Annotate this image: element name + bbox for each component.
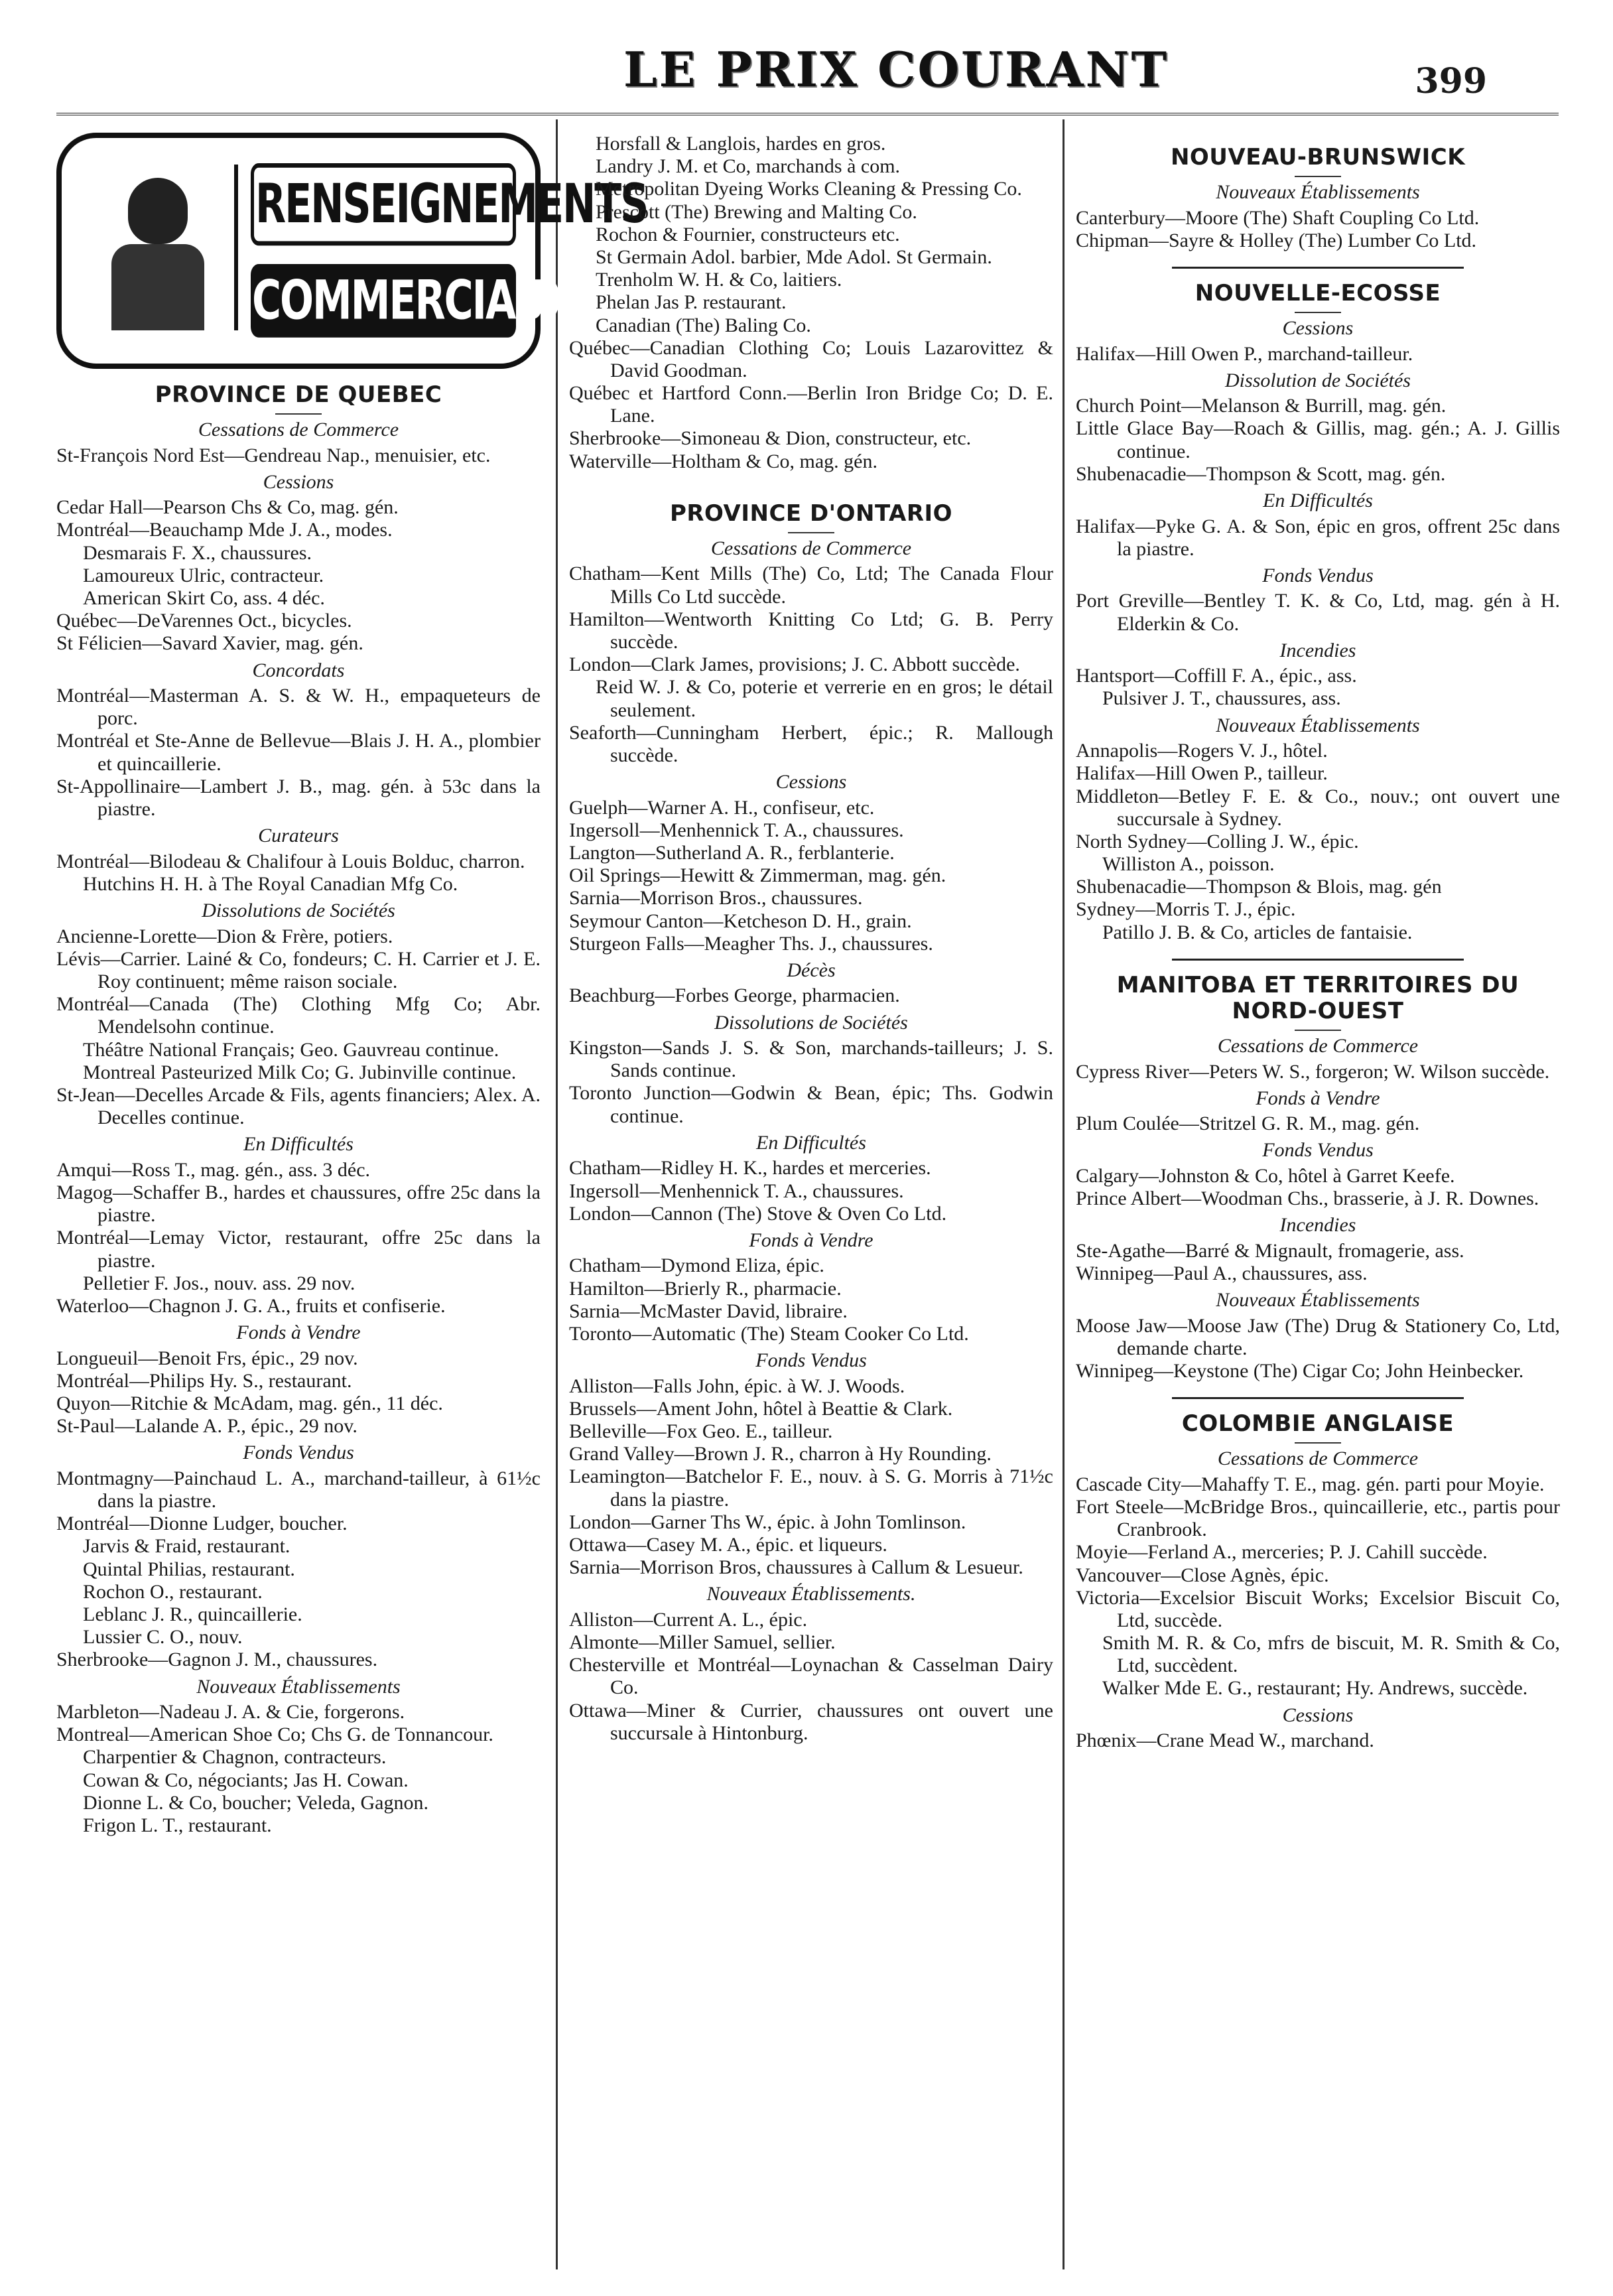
notice-entry: St Félicien—Savard Xavier, mag. gén.: [56, 632, 363, 655]
notice-entry: Montréal—Canada (The) Clothing Mfg Co; Abr. Mendelsohn continue.: [56, 993, 541, 1038]
notice-entry: Sarnia—Morrison Bros, chaussures à Callum & Lesueur.: [569, 1556, 1023, 1579]
notice-entry: Halifax—Hill Owen P., marchand-tailleur.: [1076, 342, 1413, 365]
notice-entry: Quyon—Ritchie & McAdam, mag. gén., 11 déc.: [56, 1392, 443, 1414]
notice-entry: Middleton—Betley F. E. & Co., nouv.; ont ouvert une succursale à Sydney.: [1076, 785, 1560, 830]
notice-entry: Reid W. J. & Co, poterie et verrerie en en gros; le détail seulement.: [596, 676, 1053, 721]
notice-entry: Plum Coulée—Stritzel G. R. M., mag. gén.: [1076, 1113, 1420, 1135]
notice-entry: Vancouver—Close Agnès, épic.: [1076, 1564, 1329, 1586]
notice-entry: Québec—Canadian Clothing Co; Louis Lazarovittez & David Goodman.: [569, 336, 1053, 381]
renseignements-banner: [56, 133, 648, 369]
notice-entry: Montréal—Beauchamp Mde J. A., modes.: [56, 519, 393, 541]
notice-entry: Oil Springs—Hewitt & Zimmerman, mag. gén.: [569, 864, 946, 887]
category-heading: Cessations de Commerce: [198, 419, 399, 441]
heading-rule: [788, 532, 834, 533]
notice-entry: Horsfall & Langlois, hardes en gros.: [596, 133, 886, 155]
notice-entry: Prescott (The) Brewing and Malting Co.: [596, 200, 917, 223]
category-heading: En Difficultés: [243, 1133, 354, 1156]
notice-entry: Williston A., poisson.: [1102, 853, 1275, 876]
notice-entry: Montreal Pasteurized Milk Co; G. Jubinville continue.: [83, 1061, 517, 1083]
notice-entry: Cedar Hall—Pearson Chs & Co, mag. gén.: [56, 496, 399, 519]
notice-entry: Rochon O., restaurant.: [83, 1580, 263, 1603]
notice-entry: Phelan Jas P. restaurant.: [596, 291, 787, 314]
category-heading: Cessions: [1282, 1704, 1354, 1726]
notice-entry: Pelletier F. Jos., nouv. ass. 29 nov.: [83, 1272, 355, 1294]
category-heading: Fonds Vendus: [755, 1349, 867, 1372]
masthead: [0, 0, 1613, 109]
category-heading: Cessations de Commerce: [1217, 1448, 1419, 1470]
category-heading: Cessations de Commerce: [710, 537, 912, 559]
column-2: [569, 133, 1053, 2283]
notice-entry: Ste-Agathe—Barré & Mignault, fromagerie, ass.: [1076, 1239, 1464, 1262]
category-heading: En Difficultés: [756, 1131, 866, 1154]
notice-entry: Toronto—Automatic (The) Steam Cooker Co Ltd.: [569, 1322, 969, 1345]
notice-entry: Montmagny—Painchaud L. A., marchand-tailleur, à 61½c dans la piastre.: [56, 1467, 541, 1513]
notice-entry: Charpentier & Chagnon, contracteurs.: [83, 1746, 387, 1769]
region-heading: NOUVELLE-ECOSSE: [1194, 279, 1441, 306]
notice-entry: Rochon & Fournier, constructeurs etc.: [596, 223, 900, 245]
notice-entry: Marbleton—Nadeau J. A. & Cie, forgerons.: [56, 1701, 405, 1723]
category-heading: En Difficultés: [1263, 490, 1373, 511]
notice-entry: Church Point—Melanson & Burrill, mag. gén.: [1076, 395, 1447, 417]
notice-entry: Beachburg—Forbes George, pharmacien.: [569, 984, 900, 1007]
notice-entry: Cypress River—Peters W. S., forgeron; W. Wilson succède.: [1076, 1060, 1550, 1083]
section-divider: [1172, 1397, 1464, 1399]
notice-entry: Lussier C. O., nouv.: [83, 1626, 243, 1649]
notice-entry: Pulsiver J. T., chaussures, ass.: [1102, 687, 1341, 710]
notice-entry: Sherbrooke—Gagnon J. M., chaussures.: [56, 1649, 378, 1671]
column-divider: [556, 119, 558, 2269]
notice-entry: Leamington—Batchelor F. E., nouv. à S. G. Morris à 71½c dans la piastre.: [569, 1465, 1053, 1511]
notice-entry: Chesterville et Montréal—Loynachan & Casselman Dairy Co.: [569, 1654, 1053, 1699]
notice-entry: Jarvis & Fraid, restaurant.: [83, 1535, 290, 1558]
category-heading: Fonds à Vendre: [1256, 1087, 1380, 1109]
column-1: [56, 133, 648, 2283]
category-heading: Cessations de Commerce: [1217, 1035, 1419, 1057]
notice-entry: Prince Albert—Woodman Chs., brasserie, à J. R. Downes.: [1076, 1187, 1539, 1210]
category-heading: Dissolution de Sociétés: [1225, 369, 1411, 391]
notice-entry: Halifax—Hill Owen P., tailleur.: [1076, 762, 1328, 785]
notice-entry: Calgary—Johnston & Co, hôtel à Garret Keefe.: [1076, 1164, 1455, 1187]
notice-entry: Seymour Canton—Ketcheson D. H., grain.: [569, 910, 912, 932]
notice-entry: Longueuil—Benoit Frs, épic., 29 nov.: [56, 1347, 358, 1369]
notice-entry: Langton—Sutherland A. R., ferblanterie.: [569, 841, 895, 864]
category-heading: Cessions: [1282, 317, 1354, 340]
category-heading: Fonds à Vendre: [236, 1321, 361, 1344]
notice-entry: Belleville—Fox Geo. E., tailleur.: [569, 1420, 833, 1443]
region-heading: NOUVEAU-BRUNSWICK: [1170, 144, 1466, 170]
page-number: 399: [1415, 61, 1487, 101]
notice-entry: Toronto Junction—Godwin & Bean, épic; Ths. Godwin continue.: [569, 1082, 1053, 1127]
category-heading: Cessions: [263, 470, 334, 493]
notice-entry: Lamoureux Ulric, contracteur.: [83, 564, 324, 586]
notice-entry: Seaforth—Cunningham Herbert, épic.; R. Mallough succède.: [569, 721, 1053, 766]
heading-rule: [275, 413, 322, 415]
journal-logo: LE PRIX COURANT: [623, 41, 1169, 98]
notice-entry: Montréal—Dionne Ludger, boucher.: [56, 1513, 348, 1535]
notice-entry: Desmarais F. X., chaussures.: [83, 541, 312, 564]
notice-entry: Amqui—Ross T., mag. gén., ass. 3 déc.: [56, 1158, 371, 1181]
notice-entry: Quintal Philias, restaurant.: [83, 1558, 295, 1580]
notice-entry: Hutchins H. H. à The Royal Canadian Mfg Co.: [83, 872, 458, 895]
notice-entry: Ottawa—Miner & Currier, chaussures ont ouvert une succursale à Hintonburg.: [569, 1699, 1053, 1744]
category-heading: Incendies: [1279, 639, 1356, 661]
category-heading: Fonds Vendus: [243, 1442, 354, 1464]
banner-line-2: COMMERCIAUX: [251, 264, 516, 338]
notice-entry: Montréal et Ste-Anne de Bellevue—Blais J. H. A., plombier et quincaillerie.: [56, 730, 541, 775]
notice-entry: Winnipeg—Keystone (The) Cigar Co; John Heinbecker.: [1076, 1360, 1524, 1382]
notice-entry: Patillo J. B. & Co, articles de fantaisie.: [1102, 921, 1413, 943]
notice-entry: Chipman—Sayre & Holley (The) Lumber Co Ltd.: [1076, 229, 1477, 251]
notice-entry: London—Garner Ths W., épic. à John Tomlinson.: [569, 1511, 966, 1533]
notice-entry: Cowan & Co, négociants; Jas H. Cowan.: [83, 1769, 409, 1791]
notice-entry: Frigon L. T., restaurant.: [83, 1814, 272, 1836]
category-heading: Concordats: [252, 659, 345, 681]
notice-entry: Shubenacadie—Thompson & Scott, mag. gén.: [1076, 462, 1446, 485]
notice-entry: Hamilton—Brierly R., pharmacie.: [569, 1277, 842, 1300]
notice-entry: Sturgeon Falls—Meagher Ths. J., chaussures.: [569, 932, 933, 955]
category-heading: Décès: [787, 959, 836, 981]
category-heading: Nouveaux Établissements: [196, 1675, 401, 1698]
notice-entry: Moyie—Ferland A., merceries; P. J. Cahill succède.: [1076, 1541, 1488, 1564]
notice-entry: Chatham—Dymond Eliza, épic.: [569, 1254, 824, 1277]
notice-entry: Chatham—Ridley H. K., hardes et merceries.: [569, 1157, 931, 1180]
column-divider: [1063, 119, 1065, 2269]
banner-line-1: RENSEIGNEMENTS: [251, 163, 516, 245]
notice-entry: St Germain Adol. barbier, Mde Adol. St Germain.: [596, 245, 992, 268]
notice-entry: Montréal—Philips Hy. S., restaurant.: [56, 1369, 352, 1392]
notice-entry: Alliston—Current A. L., épic.: [569, 1608, 808, 1631]
notice-entry: Annapolis—Rogers V. J., hôtel.: [1076, 740, 1328, 762]
notice-entry: Almonte—Miller Samuel, sellier.: [569, 1631, 836, 1654]
notice-entry: Winnipeg—Paul A., chaussures, ass.: [1076, 1262, 1368, 1284]
notice-entry: Ingersoll—Menhennick T. A., chaussures.: [569, 819, 904, 841]
notice-entry: Fort Steele—McBridge Bros., quincaillerie, etc., partis pour Cranbrook.: [1076, 1495, 1560, 1541]
notice-entry: Québec—DeVarennes Oct., bicycles.: [56, 610, 352, 632]
notice-entry: Sherbrooke—Simoneau & Dion, constructeur, etc.: [569, 427, 972, 450]
notice-entry: Grand Valley—Brown J. R., charron à Hy Rounding.: [569, 1443, 992, 1465]
region-heading: PROVINCE DE QUEBEC: [155, 381, 442, 408]
notice-entry: Shubenacadie—Thompson & Blois, mag. gén: [1076, 876, 1442, 898]
notice-entry: Smith M. R. & Co, mfrs de biscuit, M. R. Smith & Co, Ltd, succèdent.: [1102, 1632, 1560, 1677]
notice-entry: Trenholm W. H. & Co, laitiers.: [596, 269, 842, 291]
notice-entry: Ancienne-Lorette—Dion & Frère, potiers.: [56, 925, 393, 947]
notice-entry: Canadian (The) Baling Co.: [596, 314, 811, 336]
notice-entry: Alliston—Falls John, épic. à W. J. Woods.: [569, 1375, 905, 1397]
notice-entry: Sydney—Morris T. J., épic.: [1076, 898, 1296, 921]
section-divider: [1172, 267, 1464, 269]
notice-entry: London—Clark James, provisions; J. C. Abbott succède.: [569, 653, 1020, 676]
notice-entry: Lévis—Carrier. Lainé & Co, fondeurs; C. H. Carrier et J. E. Roy continuent; même raison sociale.: [56, 947, 541, 992]
notice-entry: Montréal—Lemay Victor, restaurant, offre 25c dans la piastre.: [56, 1227, 541, 1272]
notice-entry: Ingersoll—Menhennick T. A., chaussures.: [569, 1180, 904, 1202]
notice-entry: Port Greville—Bentley T. K. & Co, Ltd, mag. gén à H. Elderkin & Co.: [1076, 590, 1560, 635]
notice-entry: North Sydney—Colling J. W., épic.: [1076, 830, 1359, 852]
notice-entry: Leblanc J. R., quincaillerie.: [83, 1603, 302, 1625]
notice-entry: Landry J. M. et Co, marchands à com.: [596, 155, 901, 178]
notice-entry: Montreal—American Shoe Co; Chs G. de Tonnancour.: [56, 1723, 493, 1746]
category-heading: Nouveaux Établissements: [1216, 1289, 1420, 1312]
category-heading: Incendies: [1279, 1214, 1356, 1237]
notice-entry: St-Paul—Lalande A. P., épic., 29 nov.: [56, 1415, 357, 1438]
notice-entry: Victoria—Excelsior Biscuit Works; Excelsior Biscuit Co, Ltd, succède.: [1076, 1586, 1560, 1631]
notice-entry: Montréal—Bilodeau & Chalifour à Louis Bolduc, charron.: [56, 850, 525, 872]
category-heading: Cessions: [775, 771, 847, 793]
region-heading: COLOMBIE ANGLAISE: [1181, 1410, 1454, 1438]
heading-rule: [1295, 176, 1341, 177]
notice-entry: Hantsport—Coffill F. A., épic., ass.: [1076, 665, 1357, 687]
notice-entry: Guelph—Warner A. H., confiseur, etc.: [569, 796, 875, 819]
notice-entry: St-François Nord Est—Gendreau Nap., menuisier, etc.: [56, 444, 491, 466]
heading-rule: [1295, 1442, 1341, 1444]
clerk-illustration-icon: [82, 165, 238, 330]
category-heading: Dissolutions de Sociétés: [714, 1011, 908, 1034]
notice-entry: Little Glace Bay—Roach & Gillis, mag. gén.; A. J. Gillis continue.: [1076, 417, 1560, 462]
notice-entry: St-Jean—Decelles Arcade & Fils, agents financiers; Alex. A. Decelles continue.: [56, 1083, 541, 1129]
column-3: [1076, 133, 1560, 2283]
notice-entry: St-Appollinaire—Lambert J. B., mag. gén. à 53c dans la piastre.: [56, 775, 541, 821]
category-heading: Nouveaux Établissements: [1216, 714, 1420, 736]
notice-entry: Sarnia—Morrison Bros., chaussures.: [569, 887, 863, 910]
top-rule: [56, 113, 1559, 115]
notice-entry: American Skirt Co, ass. 4 déc.: [83, 587, 325, 610]
notice-entry: Cascade City—Mahaffy T. E., mag. gén. parti pour Moyie.: [1076, 1473, 1545, 1495]
category-heading: Nouveaux Établissements.: [706, 1583, 916, 1605]
notice-entry: Magog—Schaffer B., hardes et chaussures, offre 25c dans la piastre.: [56, 1181, 541, 1227]
category-heading: Curateurs: [258, 825, 339, 847]
notice-entry: Walker Mde E. G., restaurant; Hy. Andrews, succède.: [1102, 1677, 1528, 1700]
section-divider: [1172, 959, 1464, 961]
notice-entry: Canterbury—Moore (The) Shaft Coupling Co Ltd.: [1076, 206, 1480, 229]
heading-rule: [1295, 1030, 1341, 1031]
heading-rule: [1295, 312, 1341, 313]
notice-entry: Kingston—Sands J. S. & Son, marchands-tailleurs; J. S. Sands continue.: [569, 1037, 1053, 1082]
notice-entry: Montréal—Masterman A. S. & W. H., empaqueteurs de porc.: [56, 685, 541, 730]
notice-entry: Waterville—Holtham & Co, mag. gén.: [569, 450, 877, 472]
notice-entry: Moose Jaw—Moose Jaw (The) Drug & Stationery Co, Ltd, demande charte.: [1076, 1314, 1560, 1359]
notice-entry: Hamilton—Wentworth Knitting Co Ltd; G. B. Perry succède.: [569, 608, 1053, 653]
notice-entry: Québec et Hartford Conn.—Berlin Iron Bridge Co; D. E. Lane.: [569, 382, 1053, 427]
category-heading: Dissolutions de Sociétés: [202, 900, 395, 922]
notice-entry: Théâtre National Français; Geo. Gauvreau continue.: [83, 1038, 499, 1061]
region-heading: PROVINCE D'ONTARIO: [669, 500, 953, 527]
category-heading: Fonds Vendus: [1262, 1139, 1374, 1162]
notice-entry: Brussels—Ament John, hôtel à Beattie & Clark.: [569, 1397, 953, 1420]
category-heading: Fonds Vendus: [1262, 564, 1374, 586]
notice-entry: Phœnix—Crane Mead W., marchand.: [1076, 1729, 1374, 1752]
notice-entry: Waterloo—Chagnon J. G. A., fruits et confiserie.: [56, 1294, 446, 1317]
notice-entry: Halifax—Pyke G. A. & Son, épic en gros, offrent 25c dans la piastre.: [1076, 515, 1560, 560]
region-heading: MANITOBA ET TERRITOIRES DU NORD-OUEST: [1116, 971, 1519, 1024]
category-heading: Nouveaux Établissements: [1216, 181, 1420, 204]
notice-entry: London—Cannon (The) Stove & Oven Co Ltd.: [569, 1202, 947, 1225]
notice-entry: Chatham—Kent Mills (The) Co, Ltd; The Canada Flour Mills Co Ltd succède.: [569, 563, 1053, 608]
notice-entry: Dionne L. & Co, boucher; Veleda, Gagnon.: [83, 1791, 429, 1814]
notice-entry: Sarnia—McMaster David, libraire.: [569, 1300, 848, 1322]
category-heading: Fonds à Vendre: [749, 1229, 873, 1251]
notice-entry: Metropolitan Dyeing Works Cleaning & Pressing Co.: [596, 178, 1022, 200]
notice-entry: Ottawa—Casey M. A., épic. et liqueurs.: [569, 1533, 887, 1556]
